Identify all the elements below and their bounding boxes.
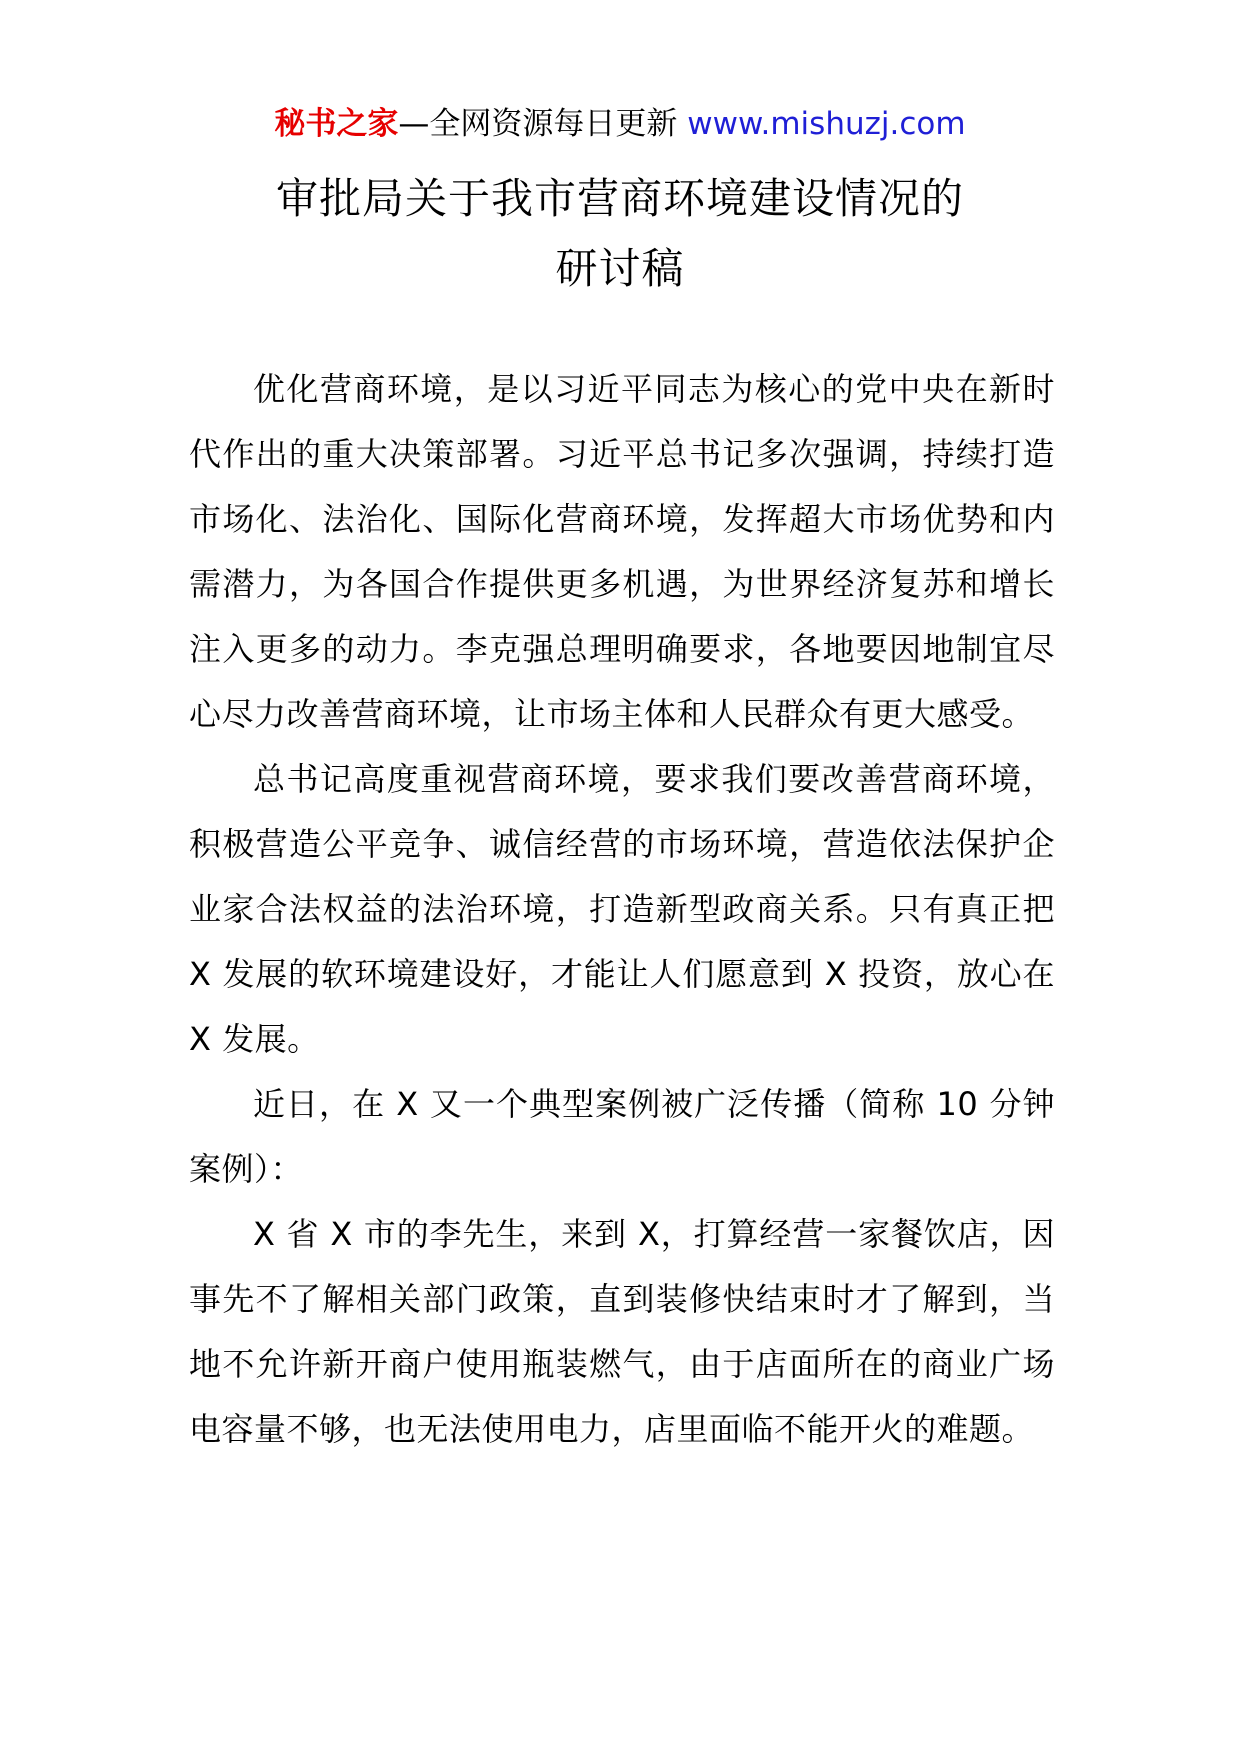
paragraph: X 省 X 市的李先生，来到 X，打算经营一家餐饮店，因事先不了解相关部门政策，直到装修快结束时才了解到，当地不允许新开商户使用瓶装燃气，由于店面所在的商业广场电容量不够，也无法使用电力，店里面临不能开火的难题。 — [189, 1215, 1055, 1448]
title-line-1: 审批局关于我市营商环境建设情况的 — [275, 174, 964, 223]
paragraph: 近日，在 X 又一个典型案例被广泛传播（简称 10 分钟案例）： — [189, 1085, 1055, 1188]
site-url-link[interactable]: www.mishuzj.com — [687, 106, 966, 142]
paragraph: 总书记高度重视营商环境，要求我们要改善营商环境，积极营造公平竞争、诚信经营的市场环境，营造依法保护企业家合法权益的法治环境，打造新型政商关系。只有真正把 X 发展的软环境建设好，才能让人们愿意到 X 投资，放心在 X 发展。 — [189, 760, 1055, 1058]
paragraph: 优化营商环境，是以习近平同志为核心的党中央在新时代作出的重大决策部署。习近平总书记多次强调，持续打造市场化、法治化、国际化营商环境，发挥超大市场优势和内需潜力，为各国合作提供更多机遇，为世界经济复苏和增长注入更多的动力。李克强总理明确要求，各地要因地制宜尽心尽力改善营商环境，让市场主体和人民群众有更大感受。 — [189, 370, 1055, 733]
document-body — [189, 357, 1055, 1462]
site-header — [0, 102, 1240, 146]
site-brand: 秘书之家 — [274, 106, 399, 142]
site-tagline: —全网资源每日更新 — [398, 106, 688, 142]
document-title — [0, 164, 1240, 304]
title-line-2: 研讨稿 — [555, 244, 685, 293]
